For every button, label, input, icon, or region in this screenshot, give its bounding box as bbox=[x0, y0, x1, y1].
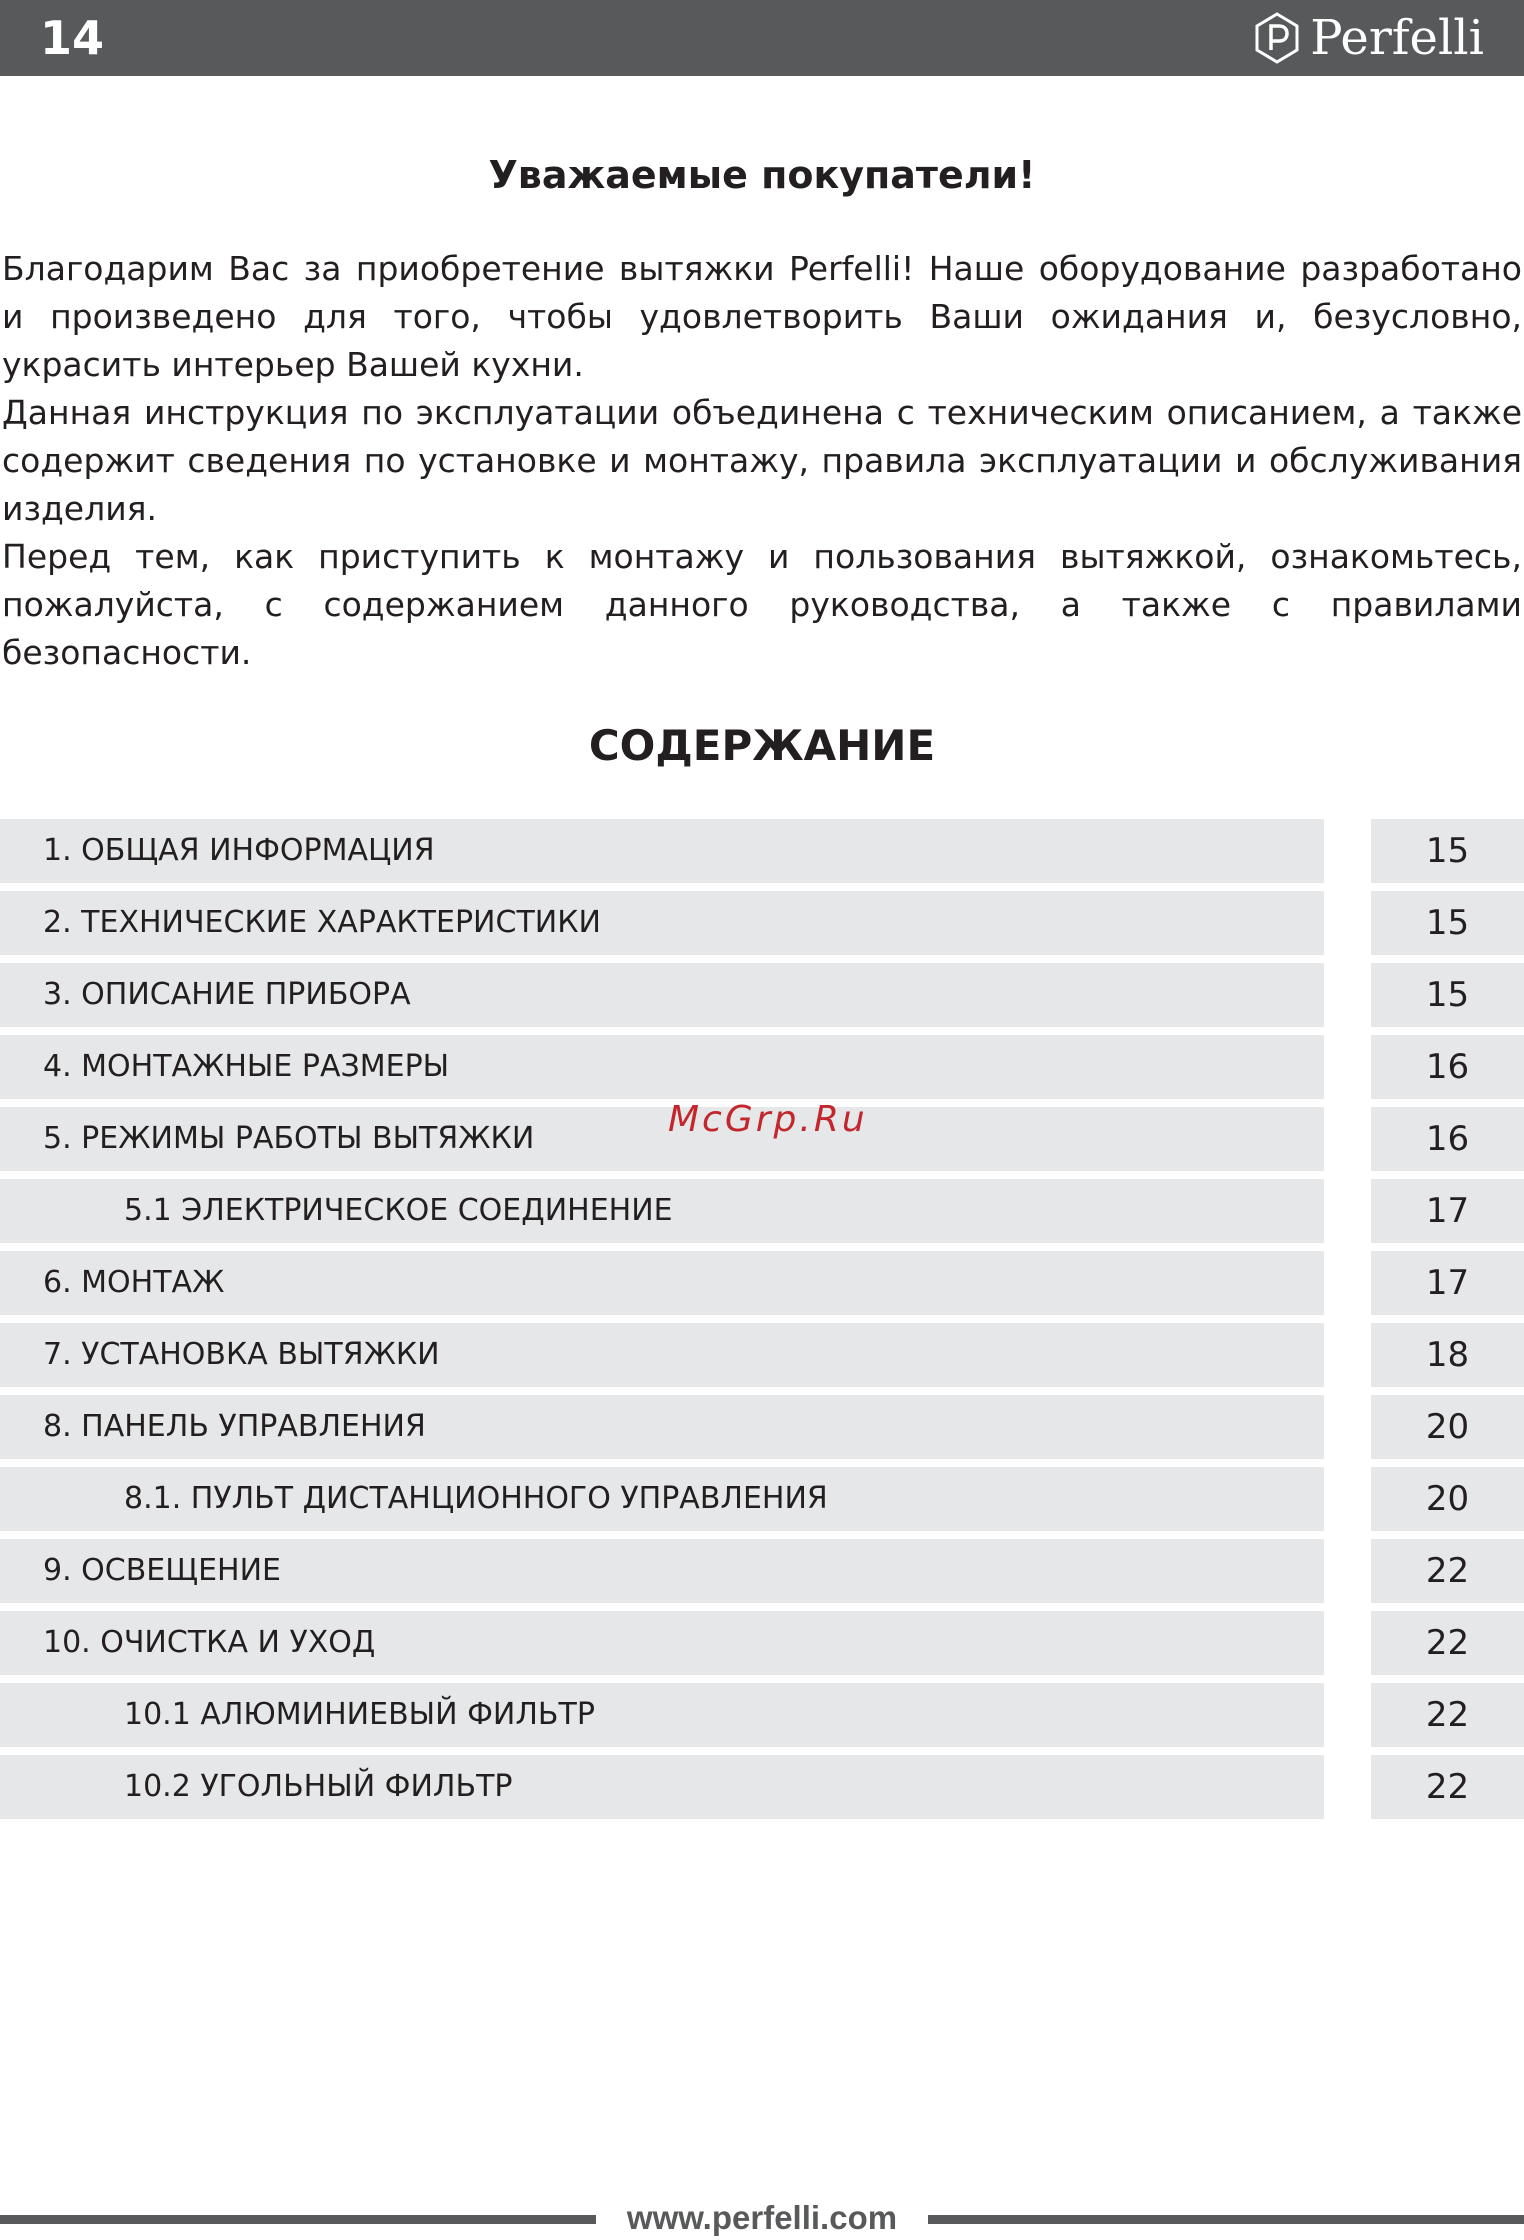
toc-row[interactable] bbox=[0, 1467, 1524, 1531]
footer-url[interactable]: www.perfelli.com bbox=[626, 2199, 898, 2236]
header-bar bbox=[0, 0, 1524, 76]
toc-label-cell bbox=[0, 1035, 1324, 1099]
greeting-title: Уважаемые покупатели! bbox=[488, 153, 1036, 197]
toc-label-cell bbox=[0, 1683, 1324, 1747]
toc-item-label[interactable]: 2. ТЕХНИЧЕСКИЕ ХАРАКТЕРИСТИКИ bbox=[43, 905, 601, 940]
toc-page-cell bbox=[1371, 963, 1524, 1027]
toc-item-page: 22 bbox=[1425, 1695, 1470, 1735]
toc-item-page: 15 bbox=[1425, 903, 1470, 943]
toc-item-page: 20 bbox=[1425, 1479, 1470, 1519]
toc-page-cell bbox=[1371, 1251, 1524, 1315]
toc-item-page: 15 bbox=[1425, 975, 1470, 1015]
toc-row[interactable] bbox=[0, 1179, 1524, 1243]
intro-paragraph: Благодарим Вас за приобретение вытяжки Perfelli! Наше оборудование разработано и произведено для того, чтобы удовлетворить Ваши ожидания и, безусловно, украсить интерьер Вашей кухни. bbox=[2, 249, 1522, 384]
toc-item-page: 15 bbox=[1425, 831, 1470, 871]
toc-page-cell bbox=[1371, 1035, 1524, 1099]
toc-row[interactable] bbox=[0, 1251, 1524, 1315]
toc-item-label[interactable]: 4. МОНТАЖНЫЕ РАЗМЕРЫ bbox=[43, 1049, 450, 1084]
toc-item-page: 22 bbox=[1425, 1551, 1470, 1591]
toc-item-label[interactable]: 10.2 УГОЛЬНЫЙ ФИЛЬТР bbox=[124, 1769, 513, 1804]
toc-row[interactable] bbox=[0, 1035, 1524, 1099]
toc-label-cell bbox=[0, 1251, 1324, 1315]
toc-label-cell bbox=[0, 1755, 1324, 1819]
toc-row[interactable] bbox=[0, 963, 1524, 1027]
toc-page-cell bbox=[1371, 1107, 1524, 1171]
toc-label-cell bbox=[0, 1539, 1324, 1603]
toc-item-page: 22 bbox=[1425, 1767, 1470, 1807]
toc-page-cell bbox=[1371, 1323, 1524, 1387]
toc-page-cell bbox=[1371, 1611, 1524, 1675]
toc-item-label[interactable]: 9. ОСВЕЩЕНИЕ bbox=[43, 1553, 281, 1588]
toc-item-page: 22 bbox=[1425, 1623, 1470, 1663]
toc-row[interactable] bbox=[0, 1323, 1524, 1387]
toc-label-cell bbox=[0, 1467, 1324, 1531]
toc-row[interactable] bbox=[0, 1755, 1524, 1819]
toc-row[interactable] bbox=[0, 819, 1524, 883]
toc-label-cell bbox=[0, 1179, 1324, 1243]
toc-row[interactable] bbox=[0, 1539, 1524, 1603]
footer-divider-right bbox=[928, 2215, 1524, 2224]
toc-label-cell bbox=[0, 1323, 1324, 1387]
toc-item-label[interactable]: 1. ОБЩАЯ ИНФОРМАЦИЯ bbox=[43, 833, 435, 868]
toc-item-label[interactable]: 7. УСТАНОВКА ВЫТЯЖКИ bbox=[43, 1337, 440, 1372]
toc-item-label[interactable]: 10. ОЧИСТКА И УХОД bbox=[43, 1625, 376, 1660]
toc-row[interactable] bbox=[0, 1395, 1524, 1459]
toc-page-cell bbox=[1371, 1395, 1524, 1459]
toc-label-cell bbox=[0, 819, 1324, 883]
toc-row[interactable] bbox=[0, 891, 1524, 955]
toc-page-cell bbox=[1371, 1467, 1524, 1531]
toc-page-cell bbox=[1371, 1683, 1524, 1747]
toc-item-label[interactable]: 5.1 ЭЛЕКТРИЧЕСКОЕ СОЕДИНЕНИЕ bbox=[124, 1193, 673, 1228]
toc-item-page: 16 bbox=[1425, 1119, 1470, 1159]
footer-divider-left bbox=[0, 2215, 596, 2224]
toc-page-cell bbox=[1371, 891, 1524, 955]
toc-item-label[interactable]: 6. МОНТАЖ bbox=[43, 1265, 225, 1300]
toc-item-label[interactable]: 10.1 АЛЮМИНИЕВЫЙ ФИЛЬТР bbox=[124, 1697, 595, 1732]
toc-label-cell bbox=[0, 1107, 1324, 1171]
perfelli-logo-icon bbox=[1254, 12, 1300, 64]
toc-page-cell bbox=[1371, 1539, 1524, 1603]
toc-item-page: 18 bbox=[1425, 1335, 1470, 1375]
toc-row[interactable] bbox=[0, 1611, 1524, 1675]
toc-label-cell bbox=[0, 963, 1324, 1027]
toc-label-cell bbox=[0, 1395, 1324, 1459]
intro-text bbox=[2, 245, 1522, 677]
toc-label-cell bbox=[0, 1611, 1324, 1675]
toc-title: СОДЕРЖАНИЕ bbox=[588, 721, 936, 770]
brand-name: Perfelli bbox=[1310, 10, 1484, 66]
toc-page-cell bbox=[1371, 1179, 1524, 1243]
toc-item-page: 20 bbox=[1425, 1407, 1470, 1447]
page-number: 14 bbox=[40, 11, 105, 65]
toc-item-page: 17 bbox=[1425, 1191, 1470, 1231]
toc-item-page: 16 bbox=[1425, 1047, 1470, 1087]
toc-page-cell bbox=[1371, 819, 1524, 883]
toc-item-label[interactable]: 5. РЕЖИМЫ РАБОТЫ ВЫТЯЖКИ bbox=[43, 1121, 535, 1156]
toc-row[interactable] bbox=[0, 1683, 1524, 1747]
toc-label-cell bbox=[0, 891, 1324, 955]
toc-page-cell bbox=[1371, 1755, 1524, 1819]
intro-paragraph: Перед тем, как приступить к монтажу и пользования вытяжкой, ознакомьтесь, пожалуйста, с содержанием данного руководства, а также с правилами безопасности. bbox=[2, 537, 1522, 672]
toc-item-label[interactable]: 8.1. ПУЛЬТ ДИСТАНЦИОННОГО УПРАВЛЕНИЯ bbox=[124, 1481, 828, 1516]
brand-logo bbox=[1254, 10, 1484, 66]
toc-item-label[interactable]: 3. ОПИСАНИЕ ПРИБОРА bbox=[43, 977, 411, 1012]
intro-paragraph: Данная инструкция по эксплуатации объединена с техническим описанием, а также содержит сведения по установке и монтажу, правила эксплуатации и обслуживания изделия. bbox=[2, 393, 1522, 528]
watermark: McGrp.Ru bbox=[668, 1099, 868, 1140]
toc-item-page: 17 bbox=[1425, 1263, 1470, 1303]
toc-item-label[interactable]: 8. ПАНЕЛЬ УПРАВЛЕНИЯ bbox=[43, 1409, 426, 1444]
